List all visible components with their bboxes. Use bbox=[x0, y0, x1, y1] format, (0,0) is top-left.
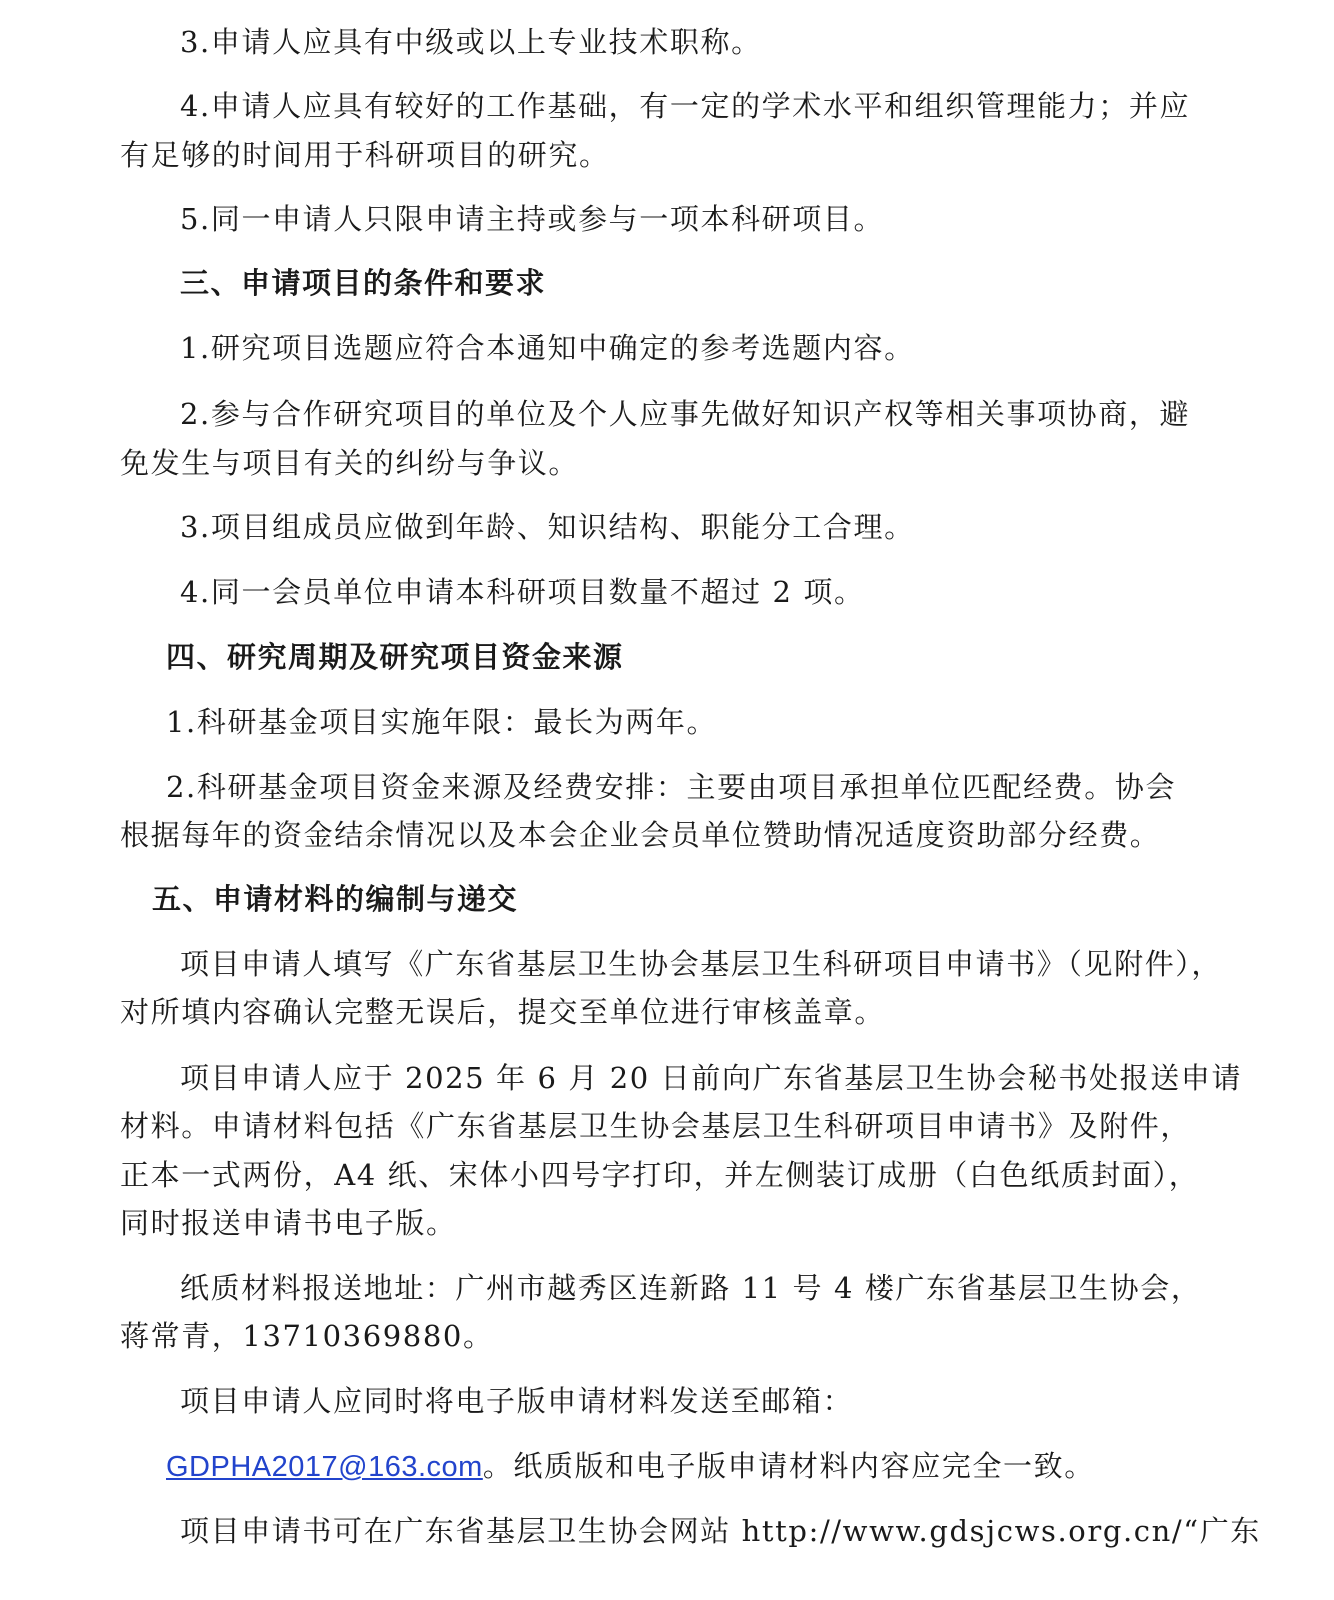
sec5-p2-line2: 材料。申请材料包括《广东省基层卫生协会基层卫生科研项目申请书》及附件， bbox=[120, 1109, 1192, 1143]
sec5-p3-line1: 纸质材料报送地址：广州市越秀区连新路 11 号 4 楼广东省基层卫生协会， bbox=[180, 1271, 1202, 1305]
email-link[interactable]: GDPHA2017@163.com bbox=[166, 1451, 483, 1483]
sec5-p4-line2 bbox=[166, 1446, 1095, 1487]
sec3-item2-line2: 免发生与项目有关的纠纷与争议。 bbox=[120, 446, 580, 480]
sec5-p4-line1: 项目申请人应同时将电子版申请材料发送至邮箱： bbox=[180, 1384, 854, 1418]
section-heading-4: 四、研究周期及研究项目资金来源 bbox=[166, 640, 624, 674]
sec2-item3: 3.申请人应具有中级或以上专业技术职称。 bbox=[180, 25, 762, 59]
sec3-item2-line1: 2.参与合作研究项目的单位及个人应事先做好知识产权等相关事项协商，避 bbox=[180, 397, 1191, 431]
sec5-p1-line1: 项目申请人填写《广东省基层卫生协会基层卫生科研项目申请书》（见附件）， bbox=[180, 947, 1223, 981]
sec2-item4-line1: 4.申请人应具有较好的工作基础，有一定的学术水平和组织管理能力；并应 bbox=[180, 89, 1191, 123]
sec5-p2-line4: 同时报送申请书电子版。 bbox=[120, 1206, 457, 1240]
sec4-item1: 1.科研基金项目实施年限：最长为两年。 bbox=[166, 705, 718, 739]
sec5-p4-line2-rest: 。纸质版和电子版申请材料内容应完全一致。 bbox=[482, 1449, 1095, 1483]
sec3-item4: 4.同一会员单位申请本科研项目数量不超过 2 项。 bbox=[180, 575, 865, 609]
sec2-item4-line2: 有足够的时间用于科研项目的研究。 bbox=[120, 138, 610, 172]
sec5-p3-line2: 蒋常青，13710369880。 bbox=[120, 1319, 494, 1353]
sec5-p2-line1: 项目申请人应于 2025 年 6 月 20 日前向广东省基层卫生协会秘书处报送申请 bbox=[180, 1061, 1243, 1095]
sec2-item5: 5.同一申请人只限申请主持或参与一项本科研项目。 bbox=[180, 202, 885, 236]
section-heading-5: 五、申请材料的编制与递交 bbox=[152, 882, 519, 916]
sec3-item1: 1.研究项目选题应符合本通知中确定的参考选题内容。 bbox=[180, 331, 915, 365]
sec4-item2-line1: 2.科研基金项目资金来源及经费安排：主要由项目承担单位匹配经费。协会 bbox=[166, 770, 1177, 804]
sec4-item2-line2: 根据每年的资金结余情况以及本会企业会员单位赞助情况适度资助部分经费。 bbox=[120, 818, 1161, 852]
sec5-p5-line1: 项目申请书可在广东省基层卫生协会网站 http://www.gdsjcws.org.cn/“广东 bbox=[180, 1514, 1261, 1548]
section-heading-3: 三、申请项目的条件和要求 bbox=[180, 266, 547, 300]
sec3-item3: 3.项目组成员应做到年龄、知识结构、职能分工合理。 bbox=[180, 510, 915, 544]
sec5-p1-line2: 对所填内容确认完整无误后，提交至单位进行审核盖章。 bbox=[120, 995, 886, 1029]
sec5-p2-line3: 正本一式两份，A4 纸、宋体小四号字打印，并左侧装订成册（白色纸质封面）， bbox=[120, 1158, 1200, 1192]
